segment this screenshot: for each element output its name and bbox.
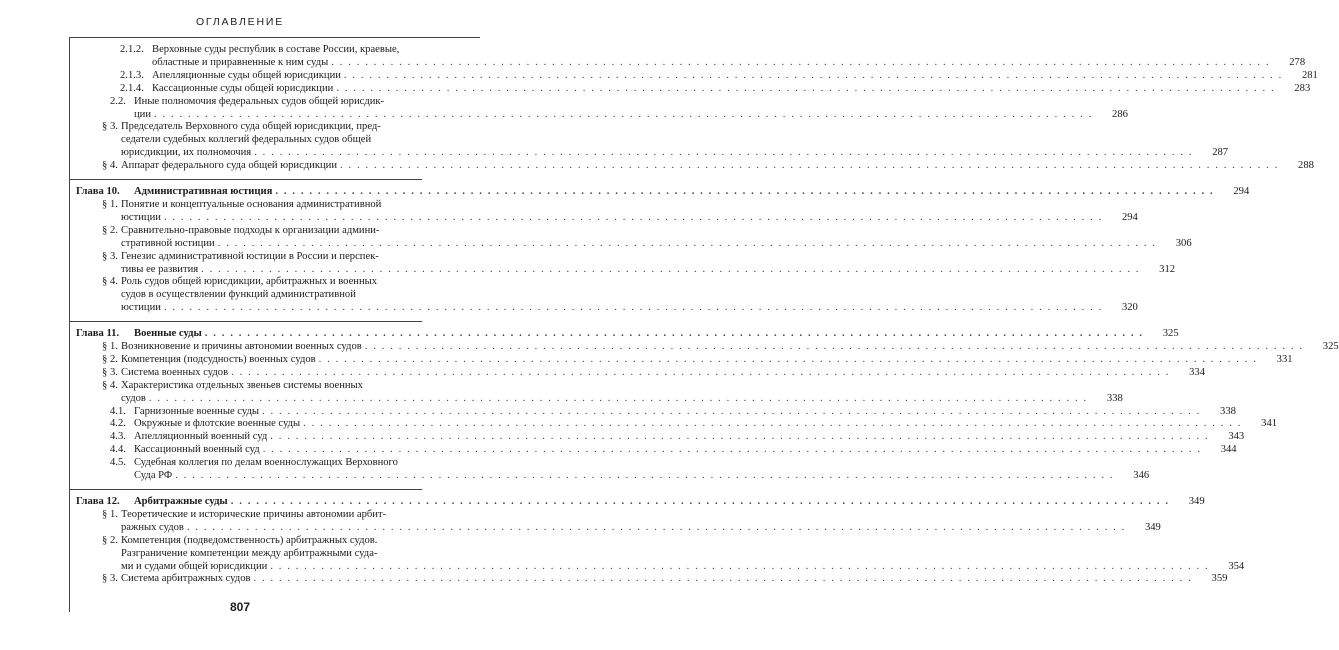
toc-page-number: 331 xyxy=(1276,353,1293,365)
toc-entry-number: § 3. xyxy=(102,573,118,585)
toc-entry-text: Компетенция (подведомственность) арбитражных судов. xyxy=(121,534,378,546)
dot-leader xyxy=(275,186,1214,199)
toc-entry-text: Роль судов общей юрисдикции, арбитражных и военных xyxy=(121,276,378,288)
toc-entry-number: § 1. xyxy=(102,341,118,353)
dot-leader xyxy=(149,393,1088,406)
toc-entry-number: 2.1.3. xyxy=(120,69,144,81)
toc-entry-number: § 3. xyxy=(102,121,118,133)
toc-entry-number: Глава 10. xyxy=(76,186,120,198)
toc-chapter[interactable] xyxy=(76,186,1250,199)
toc-entry-text: Кассационные суды общей юрисдикции xyxy=(152,82,334,94)
toc-entry-text: Понятие и концептуальные основания административной xyxy=(121,198,382,210)
toc-entry[interactable] xyxy=(76,44,1306,70)
toc-entry[interactable] xyxy=(76,457,1150,483)
dot-leader xyxy=(331,57,1270,70)
toc-entry-text: Компетенция (подсудность) военных судов xyxy=(121,353,316,365)
toc-entry-text: Суда РФ xyxy=(134,470,173,482)
toc-page-number: 349 xyxy=(1144,521,1161,533)
toc-entry-text: Возникновение и причины автономии военных судов xyxy=(121,341,362,353)
dot-leader xyxy=(231,367,1170,380)
toc-entry[interactable] xyxy=(76,69,1318,83)
margin-rule xyxy=(69,37,70,612)
toc-entry-number: § 2. xyxy=(102,353,118,365)
toc-page-number: 325 xyxy=(1322,341,1339,353)
dot-leader xyxy=(254,573,1193,586)
toc-entry-number: § 3. xyxy=(102,250,118,262)
running-header: ОГЛАВЛЕНИЕ xyxy=(195,16,285,28)
dot-leader xyxy=(319,354,1258,367)
toc-page-number: 325 xyxy=(1162,328,1179,340)
toc-entry-text: седатели судебных коллегий федеральных судов общей xyxy=(121,134,372,146)
toc-page-number: 278 xyxy=(1289,56,1306,68)
dot-leader xyxy=(254,147,1193,160)
dot-leader xyxy=(340,160,1279,173)
toc-entry-text: стративной юстиции xyxy=(121,237,215,249)
dot-leader xyxy=(262,406,1201,419)
toc-entry-number: 4.1. xyxy=(110,405,126,417)
toc-page-number: 288 xyxy=(1298,160,1314,172)
dot-leader xyxy=(164,212,1103,225)
toc-entry-text: областные и приравненные к ним суды xyxy=(152,56,329,68)
toc-entry[interactable] xyxy=(76,353,1293,367)
toc-entry-text: тивы ее развития xyxy=(121,263,199,275)
toc-entry-number: § 4. xyxy=(102,379,118,391)
dot-leader xyxy=(218,238,1157,251)
toc-page-number: 359 xyxy=(1211,573,1228,585)
toc-entry[interactable] xyxy=(76,508,1161,535)
toc-entry[interactable] xyxy=(76,198,1138,225)
section-divider xyxy=(69,489,422,490)
table-of-contents xyxy=(76,44,1339,586)
toc-entry[interactable] xyxy=(76,160,1314,173)
toc-entry-text: судов в осуществлении функций административной xyxy=(121,289,356,301)
toc-entry-text: Сравнительно-правовые подходы к организации админи- xyxy=(121,224,380,236)
toc-entry-text: Система военных судов xyxy=(121,366,229,378)
header-rule xyxy=(69,37,480,38)
toc-entry-number: 4.4. xyxy=(110,444,126,456)
dot-leader xyxy=(175,470,1114,483)
section-divider xyxy=(69,179,422,180)
dot-leader xyxy=(205,328,1144,341)
toc-entry[interactable] xyxy=(76,121,1229,160)
toc-entry-text: Апелляционный военный суд xyxy=(134,431,268,443)
dot-leader xyxy=(164,302,1103,315)
toc-chapter[interactable] xyxy=(76,328,1179,341)
toc-entry[interactable] xyxy=(76,431,1245,444)
toc-entry-text: Судебная коллегия по делам военнослужащих Верховного xyxy=(134,457,398,469)
toc-entry[interactable] xyxy=(76,95,1128,122)
toc-entry-number: 2.1.4. xyxy=(120,82,144,94)
dot-leader xyxy=(336,83,1275,96)
toc-entry[interactable] xyxy=(76,341,1339,354)
toc-entry-text: ражных судов xyxy=(121,521,184,533)
toc-entry-text: Кассационный военный суд xyxy=(134,444,260,456)
toc-page-number: 338 xyxy=(1220,405,1236,417)
dot-leader xyxy=(344,70,1283,83)
toc-entry-text: Генезис административной юстиции в России и перспек- xyxy=(121,250,379,262)
toc-entry-text: Военные суды xyxy=(134,328,202,340)
toc-entry-number: 2.1.2. xyxy=(120,44,144,55)
toc-page-number: 344 xyxy=(1220,444,1237,456)
toc-entry[interactable] xyxy=(76,418,1278,431)
toc-page-number: 287 xyxy=(1212,147,1229,159)
toc-page-number: 338 xyxy=(1106,392,1123,404)
dot-leader xyxy=(231,496,1170,509)
toc-entry-number: § 1. xyxy=(102,508,118,520)
toc-page-number: 343 xyxy=(1228,431,1245,443)
toc-entry-number: 4.5. xyxy=(110,457,126,469)
toc-entry[interactable] xyxy=(76,534,1245,574)
toc-entry[interactable] xyxy=(76,276,1138,315)
toc-entry-number: 4.2. xyxy=(110,418,126,430)
toc-entry-number: 2.2. xyxy=(110,95,126,107)
toc-entry[interactable] xyxy=(76,366,1205,380)
dot-leader xyxy=(263,444,1202,457)
toc-page-number: 312 xyxy=(1159,263,1176,275)
toc-chapter[interactable] xyxy=(76,496,1205,509)
toc-entry-text: Апелляционные суды общей юрисдикции xyxy=(152,69,341,81)
toc-entry-number: § 4. xyxy=(102,160,118,172)
toc-page-number: 346 xyxy=(1133,470,1150,482)
dot-leader xyxy=(270,561,1209,574)
toc-entry[interactable] xyxy=(76,444,1237,457)
toc-page-number: 283 xyxy=(1294,82,1311,94)
toc-entry-number: § 1. xyxy=(102,198,118,210)
toc-page-number: 349 xyxy=(1188,496,1205,507)
toc-entry-number: Глава 12. xyxy=(76,496,120,507)
dot-leader xyxy=(365,341,1304,354)
toc-entry-text: Разграничение компетенции между арбитражными суда- xyxy=(121,547,378,559)
toc-entry-number: Глава 11. xyxy=(76,328,120,340)
toc-entry-text: юстиции xyxy=(121,302,161,314)
section-divider xyxy=(69,321,422,322)
toc-entry-text: Характеристика отдельных звеньев системы военных xyxy=(121,379,363,391)
toc-entry-text: юрисдикции, их полномочия xyxy=(121,147,252,159)
toc-page-number: 354 xyxy=(1228,560,1245,572)
dot-leader xyxy=(303,418,1242,431)
toc-page-number: 294 xyxy=(1121,211,1138,223)
toc-entry-text: Председатель Верховного суда общей юрисдикции, пред- xyxy=(121,121,381,133)
toc-entry[interactable] xyxy=(76,379,1123,406)
toc-entry-text: Гарнизонные военные суды xyxy=(134,405,259,417)
toc-page-number: 286 xyxy=(1112,108,1128,120)
toc-page-number: 341 xyxy=(1261,418,1278,430)
toc-entry-text: Верховные суды республик в составе России, краевые, xyxy=(152,44,400,55)
toc-entry-text: Иные полномочия федеральных судов общей юрисдик- xyxy=(134,95,385,107)
dot-leader xyxy=(154,109,1093,122)
toc-entry-number: § 2. xyxy=(102,224,118,236)
toc-entry-text: Окружные и флотские военные суды xyxy=(134,418,301,430)
toc-entry[interactable] xyxy=(76,224,1192,251)
toc-entry-text: Административная юстиция xyxy=(134,186,273,198)
toc-entry-text: Аппарат федерального суда общей юрисдикции xyxy=(121,160,338,172)
toc-entry[interactable] xyxy=(76,573,1228,586)
toc-entry-number: 4.3. xyxy=(110,431,126,443)
toc-page-number: 320 xyxy=(1121,302,1138,314)
toc-entry-text: судов xyxy=(121,392,146,404)
page-number: 807 xyxy=(229,600,251,614)
toc-entry[interactable] xyxy=(76,250,1176,277)
toc-entry-text: ции xyxy=(134,108,152,120)
toc-entry-number: § 4. xyxy=(102,276,118,288)
dot-leader xyxy=(201,264,1140,277)
toc-entry[interactable] xyxy=(76,405,1236,419)
toc-entry-text: Теоретические и исторические причины автономии арбит- xyxy=(121,508,387,520)
toc-page-number: 294 xyxy=(1233,186,1250,198)
toc-page-number: 306 xyxy=(1175,237,1192,249)
toc-entry-text: Арбитражные суды xyxy=(134,496,228,507)
dot-leader xyxy=(187,522,1126,535)
dot-leader xyxy=(270,431,1209,444)
toc-entry-number: § 2. xyxy=(102,534,118,546)
toc-entry[interactable] xyxy=(76,82,1311,96)
toc-entry-text: юстиции xyxy=(121,211,161,223)
toc-entry-text: ми и судами общей юрисдикции xyxy=(121,560,268,572)
toc-entry-number: § 3. xyxy=(102,366,118,378)
toc-entry-text: Система арбитражных судов xyxy=(121,573,251,585)
toc-page-number: 281 xyxy=(1301,69,1318,81)
toc-page-number: 334 xyxy=(1189,366,1205,378)
